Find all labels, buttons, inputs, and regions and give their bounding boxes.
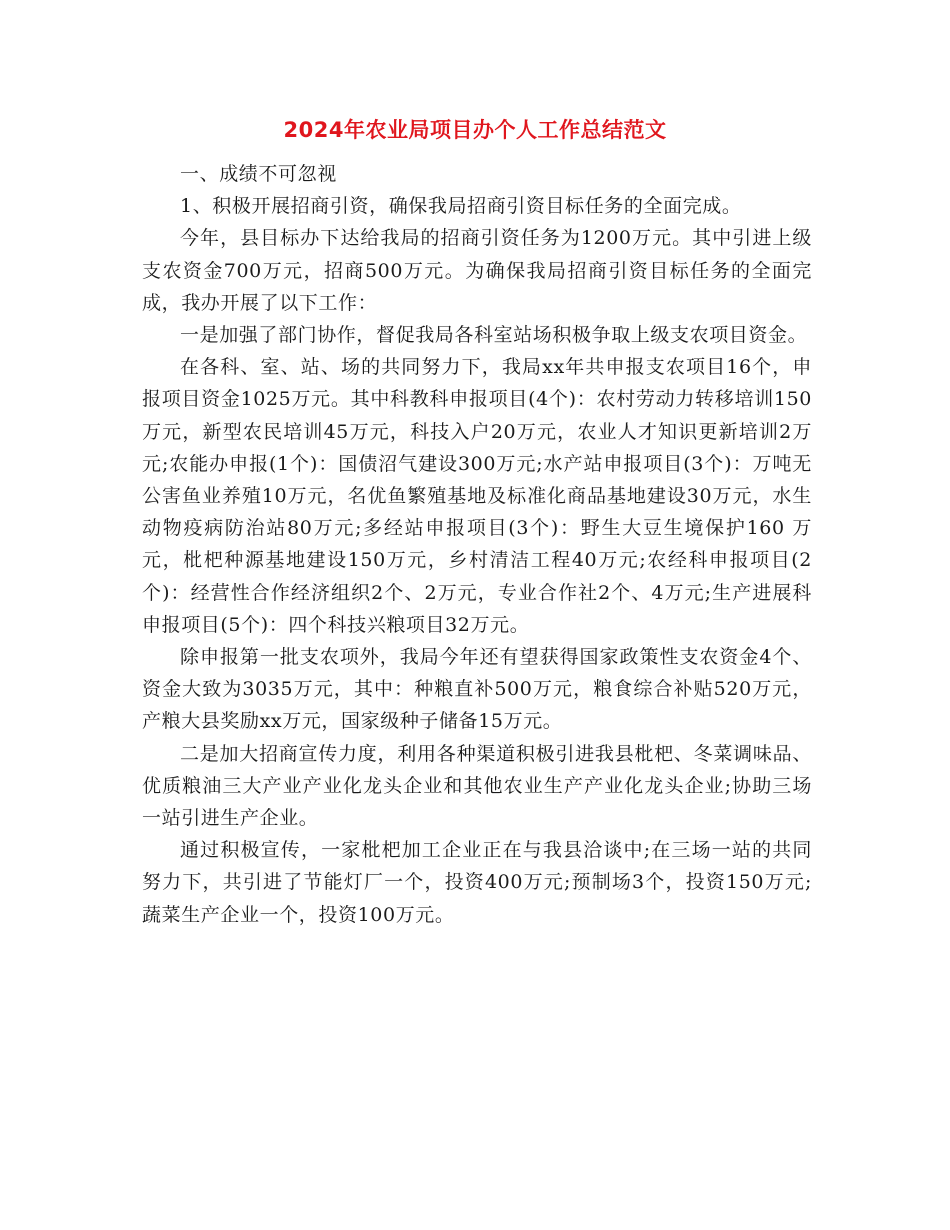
paragraph: 在各科、室、站、场的共同努力下，我局xx年共申报支农项目16个，申报项目资金1025万元。其中科教科申报项目(4个)：农村劳动力转移培训150 万元，新型农民培训45万元，科技入户20万元，农业人才知识更新培训2万元;农能办申报(1个)：国债沼气建设300万元;水产站申报项目(3个)：万吨无公害鱼业养殖10万元，名优鱼繁殖基地及标准化商品基地建设30万元，水生动物疫病防治站80万元;多经站申报项目(3个)：野生大豆生境保护160 万元，枇杷种源基地建设150万元，乡村清洁工程40万元;农经科申报项目(2个)：经营性合作经济组织2个、2万元，专业合作社2个、4万元;生产进展科申报项目(5个)：四个科技兴粮项目32万元。 xyxy=(142,356,812,636)
document-title: 2024年农业局项目办个人工作总结范文 xyxy=(283,118,667,142)
document-body xyxy=(142,158,812,931)
paragraph: 今年，县目标办下达给我局的招商引资任务为1200万元。其中引进上级支农资金700万元，招商500万元。为确保我局招商引资目标任务的全面完成，我办开展了以下工作： xyxy=(142,227,812,314)
paragraph: 二是加大招商宣传力度，利用各种渠道积极引进我县枇杷、冬菜调味品、优质粮油三大产业产业化龙头企业和其他农业生产产业化龙头企业;协助三场一站引进生产企业。 xyxy=(142,742,812,830)
paragraph: 1、积极开展招商引资，确保我局招商引资目标任务的全面完成。 xyxy=(180,195,742,218)
paragraph: 通过积极宣传，一家枇杷加工企业正在与我县洽谈中;在三场一站的共同努力下，共引进了节能灯厂一个，投资400万元;预制场3个，投资150万元;蔬菜生产企业一个，投资100万元。 xyxy=(142,839,812,926)
paragraph: 除申报第一批支农项外，我局今年还有望获得国家政策性支农资金4个、资金大致为3035万元，其中：种粮直补500万元，粮食综合补贴520万元，产粮大县奖励xx万元，国家级种子储备15万元。 xyxy=(142,646,812,733)
section-heading: 一、成绩不可忽视 xyxy=(180,163,337,185)
paragraph: 一是加强了部门协作，督促我局各科室站场积极争取上级支农项目资金。 xyxy=(180,324,808,347)
